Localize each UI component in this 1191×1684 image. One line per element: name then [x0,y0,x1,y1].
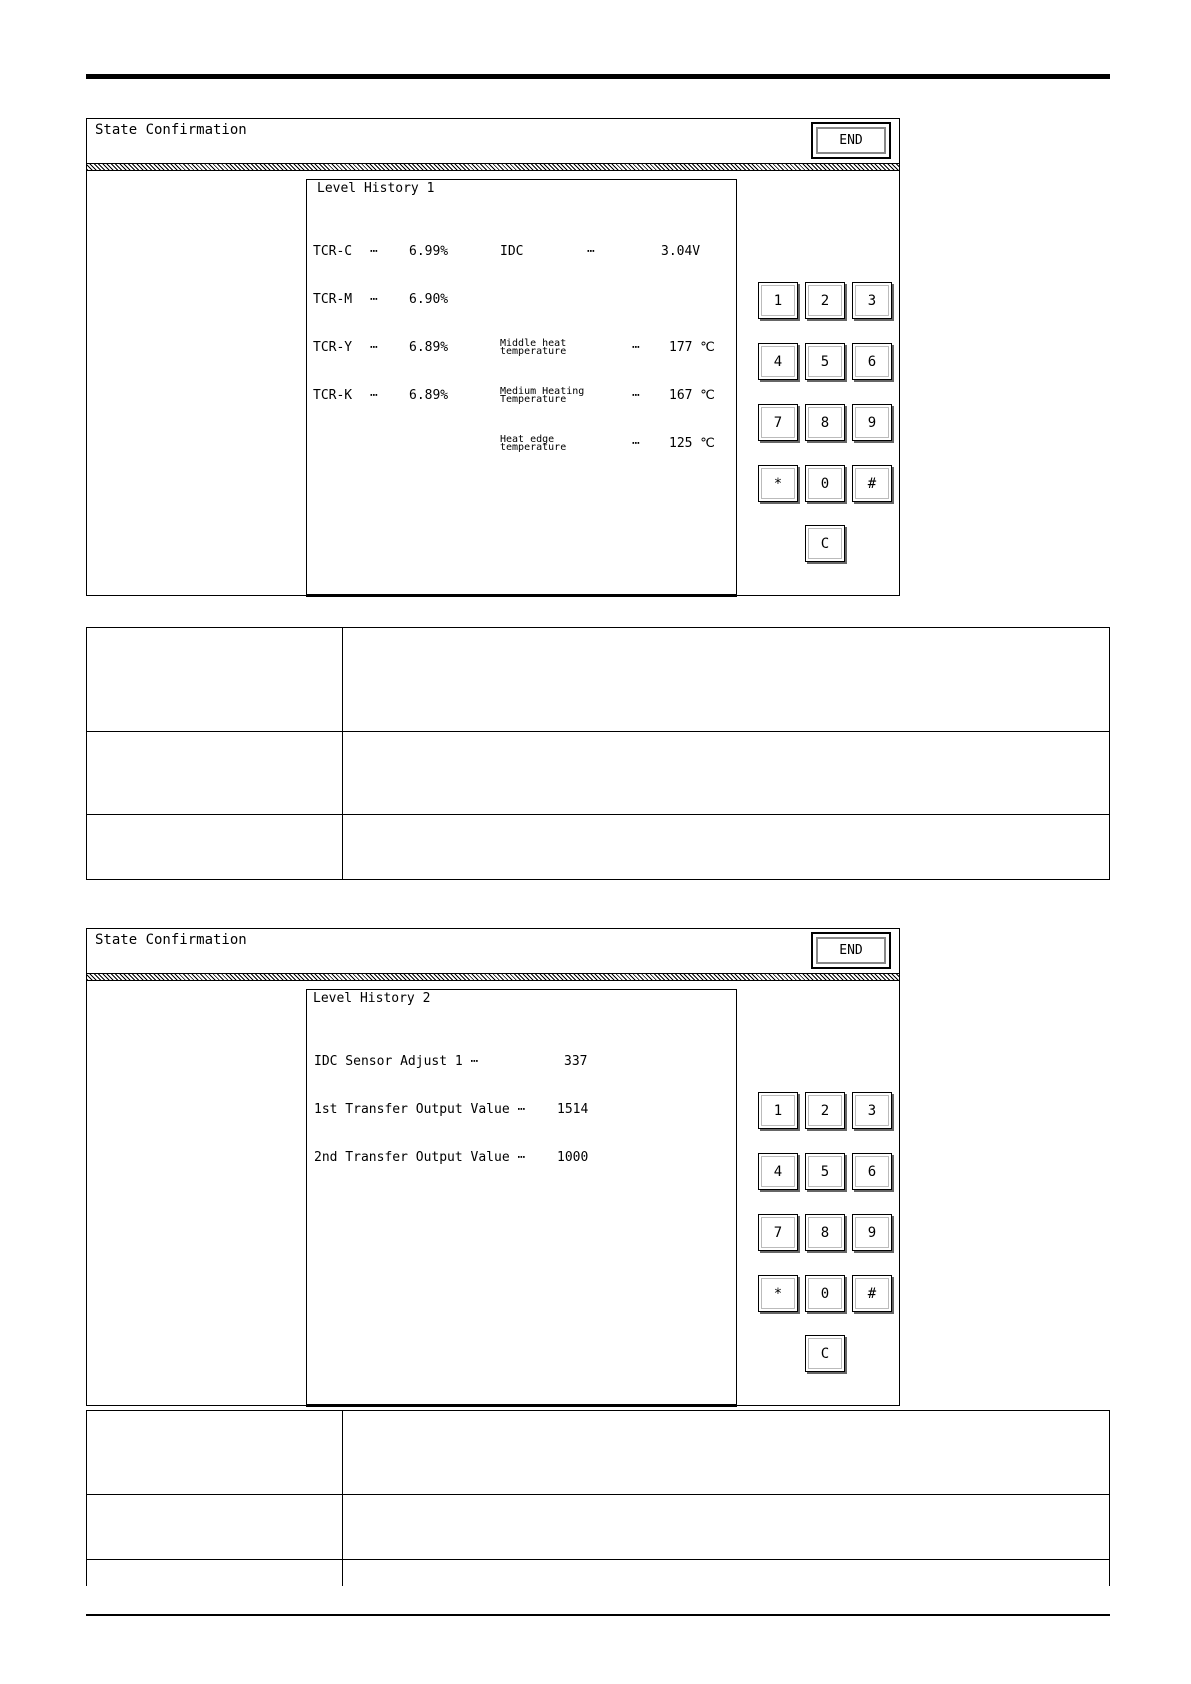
first-transfer-output-value: 1514 [557,1102,589,1117]
table-cell [87,1495,343,1560]
tcr-m-value: 6.90% [409,292,449,307]
key-4[interactable]: 4 [758,343,798,380]
medium-heating-value: 167 ℃ [669,388,715,403]
key-3[interactable]: 3 [852,1092,892,1129]
key-asterisk[interactable]: * [758,1275,798,1312]
key-7[interactable]: 7 [758,1214,798,1251]
idc-sensor-adjust-value: 337 [564,1054,588,1069]
description-table-1 [86,627,1110,880]
tcr-y-sep: ⋯ [370,340,378,355]
key-9[interactable]: 9 [852,404,892,441]
tcr-c-sep: ⋯ [370,244,378,259]
key-8[interactable]: 8 [805,404,845,441]
heat-edge-label-1: Heat edge [500,434,555,445]
key-6[interactable]: 6 [852,1153,892,1190]
tcr-y-label: TCR-Y [313,340,353,355]
tcr-k-label: TCR-K [313,388,353,403]
medium-heating-label-2: Temperature [500,394,567,405]
key-asterisk[interactable]: * [758,465,798,502]
tcr-y-value: 6.89% [409,340,449,355]
table-cell [87,815,343,880]
middle-heat-label-2: temperature [500,346,567,357]
key-3[interactable]: 3 [852,282,892,319]
tcr-k-sep: ⋯ [370,388,378,403]
key-8[interactable]: 8 [805,1214,845,1251]
key-4[interactable]: 4 [758,1153,798,1190]
screen-title: State Confirmation [95,122,247,138]
key-6[interactable]: 6 [852,343,892,380]
key-1[interactable]: 1 [758,1092,798,1129]
second-transfer-output-value: 1000 [557,1150,589,1165]
key-1[interactable]: 1 [758,282,798,319]
tcr-m-label: TCR-M [313,292,353,307]
table-cell [343,732,1110,815]
table-cell [343,1560,1110,1586]
key-0[interactable]: 0 [805,465,845,502]
key-2[interactable]: 2 [805,282,845,319]
idc-value: 3.04V [661,244,701,259]
idc-label: IDC [500,244,524,259]
screen-title: State Confirmation [95,932,247,948]
table-cell [87,1560,343,1586]
key-5[interactable]: 5 [805,1153,845,1190]
panel-title: Level History 2 [313,991,431,1006]
description-table-2 [86,1410,1110,1586]
end-button[interactable]: END [811,122,891,159]
middle-heat-value: 177 ℃ [669,340,715,355]
heat-edge-label-2: temperature [500,442,567,453]
key-2[interactable]: 2 [805,1092,845,1129]
table-cell [87,1411,343,1495]
table-cell [87,628,343,732]
idc-sensor-adjust-label: IDC Sensor Adjust 1 ⋯ [314,1054,479,1069]
state-confirmation-screen-2 [86,928,900,1406]
table-cell [87,732,343,815]
idc-sep: ⋯ [587,244,595,259]
tcr-c-value: 6.99% [409,244,449,259]
tcr-m-sep: ⋯ [370,292,378,307]
panel-title: Level History 1 [317,181,435,196]
title-separator [87,163,899,171]
medium-heating-sep: ⋯ [632,388,640,403]
footer-rule [86,1614,1110,1616]
table-cell [343,815,1110,880]
key-hash[interactable]: # [852,465,892,502]
table-cell [343,628,1110,732]
heat-edge-sep: ⋯ [632,436,640,451]
header-rule [86,74,1110,79]
key-hash[interactable]: # [852,1275,892,1312]
level-history-1-panel [306,179,737,597]
tcr-c-label: TCR-C [313,244,353,259]
middle-heat-sep: ⋯ [632,340,640,355]
level-history-2-panel [306,989,737,1407]
first-transfer-output-label: 1st Transfer Output Value ⋯ [314,1102,526,1117]
key-0[interactable]: 0 [805,1275,845,1312]
state-confirmation-screen-1 [86,118,900,596]
second-transfer-output-label: 2nd Transfer Output Value ⋯ [314,1150,526,1165]
heat-edge-value: 125 ℃ [669,436,715,451]
key-5[interactable]: 5 [805,343,845,380]
key-clear[interactable]: C [805,1335,845,1372]
end-button[interactable]: END [811,932,891,969]
tcr-k-value: 6.89% [409,388,449,403]
table-cell [343,1495,1110,1560]
title-separator [87,973,899,981]
table-cell [343,1411,1110,1495]
key-7[interactable]: 7 [758,404,798,441]
key-9[interactable]: 9 [852,1214,892,1251]
middle-heat-label-1: Middle heat [500,338,567,349]
key-clear[interactable]: C [805,525,845,562]
medium-heating-label-1: Medium Heating [500,386,585,397]
